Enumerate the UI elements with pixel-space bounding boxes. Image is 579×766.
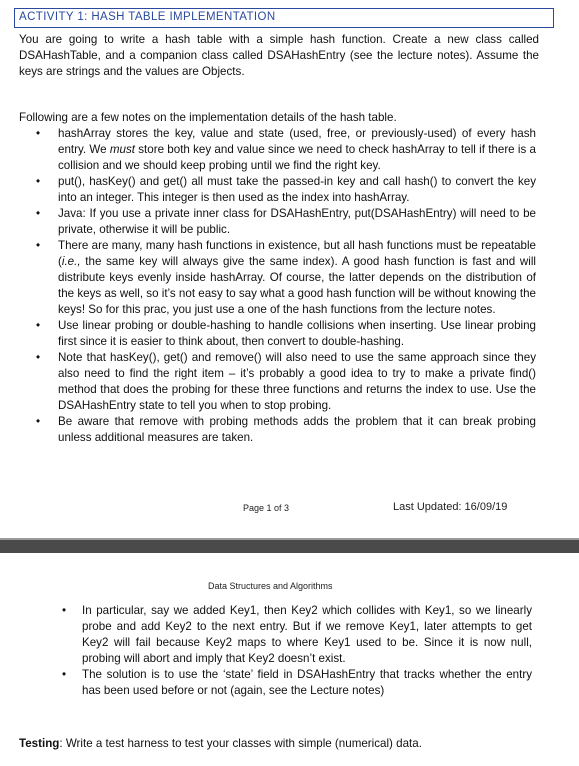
page-header: Data Structures and Algorithms <box>208 581 333 591</box>
page-two <box>0 553 579 766</box>
list-item: • Java: If you use a private inner class for DSAHashEntry, put(DSAHashEntry) will need to be private, otherwise it will be public. <box>36 207 536 236</box>
implementation-notes-list <box>36 126 536 446</box>
intro-paragraph: You are going to write a hash table with a simple hash function. Create a new class called DSAHashTable, and a companion class called DSAHashEntry (see the lecture notes). Assume the keys are strings and the values are Objects. <box>19 33 539 78</box>
page-number: Page 1 of 3 <box>243 503 290 513</box>
bullet-icon: • <box>36 175 41 188</box>
bullet-icon: • <box>36 127 41 140</box>
bullet-icon: • <box>36 351 41 364</box>
list-item: • Be aware that remove with probing methods adds the problem that it can break probing unless additional measures are taken. <box>36 415 536 444</box>
bullet-icon: • <box>36 319 41 332</box>
list-item: • In particular, say we added Key1, then Key2 which collides with Key1, so we linearly probe and add Key2 to the next entry. But if we remove Key1, later attempts to get Key2 will fail because Key2 maps to where Key1 used to be. Since it is now null, probing will abort and imply that Key2 doesn’t exist. <box>62 604 532 665</box>
bullet-icon: • <box>36 415 41 428</box>
list-item: • hashArray stores the key, value and state (used, free, or previously-used) of every hash entry. We must store both key and value since we need to check hashArray to tell if there is a collision and we should keep probing until we find the right key. <box>36 127 536 172</box>
last-updated: Last Updated: 16/09/19 <box>393 501 508 513</box>
activity-heading: ACTIVITY 1: HASH TABLE IMPLEMENTATION <box>19 11 276 23</box>
testing-paragraph <box>19 737 422 750</box>
page-separator <box>0 540 579 553</box>
list-item: • put(), hasKey() and get() all must take the passed-in key and call hash() to convert the key into an integer. This integer is then used as the index into hashArray. <box>36 175 536 204</box>
bullet-icon: • <box>62 668 67 681</box>
bullet-icon: • <box>62 604 67 617</box>
testing-text: : Write a test harness to test your classes with simple (numerical) data. <box>59 737 422 750</box>
bullet-icon: • <box>36 239 41 252</box>
list-item: • Note that hasKey(), get() and remove() will also need to use the same approach since they also need to find the right item – it’s probably a good idea to try to make a private find() method that does the probing for these three functions and returns the index to use. Use the DSAHashEntry state to tell you when to stop probing. <box>36 351 536 412</box>
list-item: • The solution is to use the ‘state’ field in DSAHashEntry that tracks whether the entry has been used before or not (again, see the Lecture notes) <box>62 668 532 697</box>
list-item: • Use linear probing or double-hashing to handle collisions when inserting. Use linear probing first since it is easier to think about, then convert to double-hashing. <box>36 319 536 348</box>
list-item: • There are many, many hash functions in existence, but all hash functions must be repeatable (i.e., the same key will always give the same index). A good hash function is fast and will distribute keys evenly inside hashArray. Of course, the latter depends on the distribution of the keys as well, so it’s not easy to say what a good hash function will be without knowing the keys! So for this prac, you just use a one of the hash functions from the lecture notes. <box>36 239 536 316</box>
activity-heading-box <box>14 8 554 28</box>
testing-label: Testing <box>19 737 60 750</box>
notes-intro: Following are a few notes on the implementation details of the hash table. <box>19 111 397 124</box>
removal-notes-list <box>62 603 532 699</box>
bullet-icon: • <box>36 207 41 220</box>
